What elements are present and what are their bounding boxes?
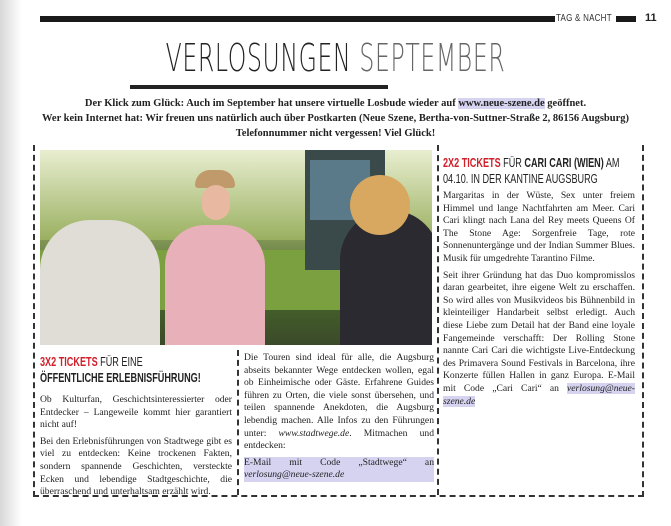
email-link[interactable]: verlosung@neue-szene.de bbox=[443, 382, 635, 407]
website-link[interactable]: www.neue-szene.de bbox=[458, 98, 545, 109]
intro-line-3: Telefonnummer nicht vergessen! Viel Glück! bbox=[235, 128, 436, 139]
intro-line-2: Wer kein Internet hat: Wir freuen uns natürlich auch über Postkarten (Neue Szene, Bertha-von-Suttner-Straße 2, 86156 Augsburg) bbox=[41, 113, 630, 124]
stadtwege-link[interactable]: www.stadtwege.de bbox=[278, 427, 350, 439]
article2-text: Margaritas in der Wüste, Sex unter freiem Himmel und lange Nachtfahrten am Meer. Cari Cari klingt nach Lana del Rey meets Queens Of The Stone Age: Sorgenfreie Tage, rote Sonnenuntergänge und der Indian Summer Blues. Musik für umgedrehte Tarantino Filme. Seit ihrer Gründung hat das Duo kompromisslos daran gearbeitet, ihre eigene Welt zu erschaffen. So wird alles von Musikvideos bis Bühnenbild in kleinteiliger Handarbeit selbst erledigt. Auch diese Liebe zum Detail hat der Band eine loyale Fangemeinde verschafft: Der Rolling Stone nannte Cari Cari die wichtigste Live-Entdeckung des Primavera Sound Festivals in Barcelona, ihre Konzerte füllen Hallen in ganz Europa. E-Mail mit Code „Cari Cari“ an verlosung@neue-szene.de bbox=[443, 190, 635, 407]
intro-line-1 bbox=[0, 96, 671, 111]
page-number: 11 bbox=[645, 12, 657, 24]
title-underline bbox=[130, 85, 388, 89]
article1-heading: 3X2 TICKETS FÜR EINE ÖFFENTLICHE ERLEBNISFÜHRUNG! bbox=[40, 354, 201, 385]
article2-heading: 2X2 TICKETS FÜR CARI CARI (WIEN) AM 04.10. IN DER KANTINE AUGSBURG bbox=[443, 155, 620, 186]
email-link[interactable]: verlosung@neue-szene.de bbox=[244, 469, 345, 481]
header-bar bbox=[40, 16, 555, 22]
tour-photo bbox=[40, 150, 432, 345]
intro-text-part: Der Klick zum Glück: Auch im September hat unsere virtuelle Losbude wieder auf bbox=[84, 98, 459, 109]
column-divider bbox=[237, 350, 239, 495]
column-divider bbox=[437, 145, 439, 495]
section-label: TAG & NACHT bbox=[556, 13, 612, 24]
article1-email-box: E-Mail mit Code „Stadtwege“ an verlosung@neue-szene.de bbox=[244, 456, 434, 481]
header-bar-small bbox=[616, 16, 636, 22]
intro-text bbox=[0, 96, 671, 141]
page-shadow bbox=[0, 0, 22, 526]
intro-text-part: geöffnet. bbox=[544, 98, 587, 109]
page-title: VERLOSUNGEN SEPTEMBER bbox=[165, 36, 506, 80]
article1-col1: Ob Kulturfan, Geschichtsinteressierter oder Entdecker – Langeweile kommt hier garantiert nicht auf! Bei den Erlebnisführungen von Stadtwege gibt es viel zu entdecken: Keine trockenen Fakten, sondern spannende Geschichten, versteckte Ecken und lebendige Stadtgeschichte, die überraschend und unterhaltsam erzählt wird. bbox=[40, 394, 232, 498]
article1-col2: Die Touren sind ideal für alle, die Augsburg abseits bekannter Wege entdecken wollen, egal ob Einheimische oder Gäste. Erfahrene Guides führen zu Orten, die viele sonst übersehen, und teilen spannende Anekdoten, die Augsburg lebendig machen. Alle Infos zu den Führungen unter: www.stadtwege.de. Mitmachen und entdecken: E-Mail mit Code „Stadtwege“ an verlosung@neue-szene.de bbox=[244, 352, 434, 481]
